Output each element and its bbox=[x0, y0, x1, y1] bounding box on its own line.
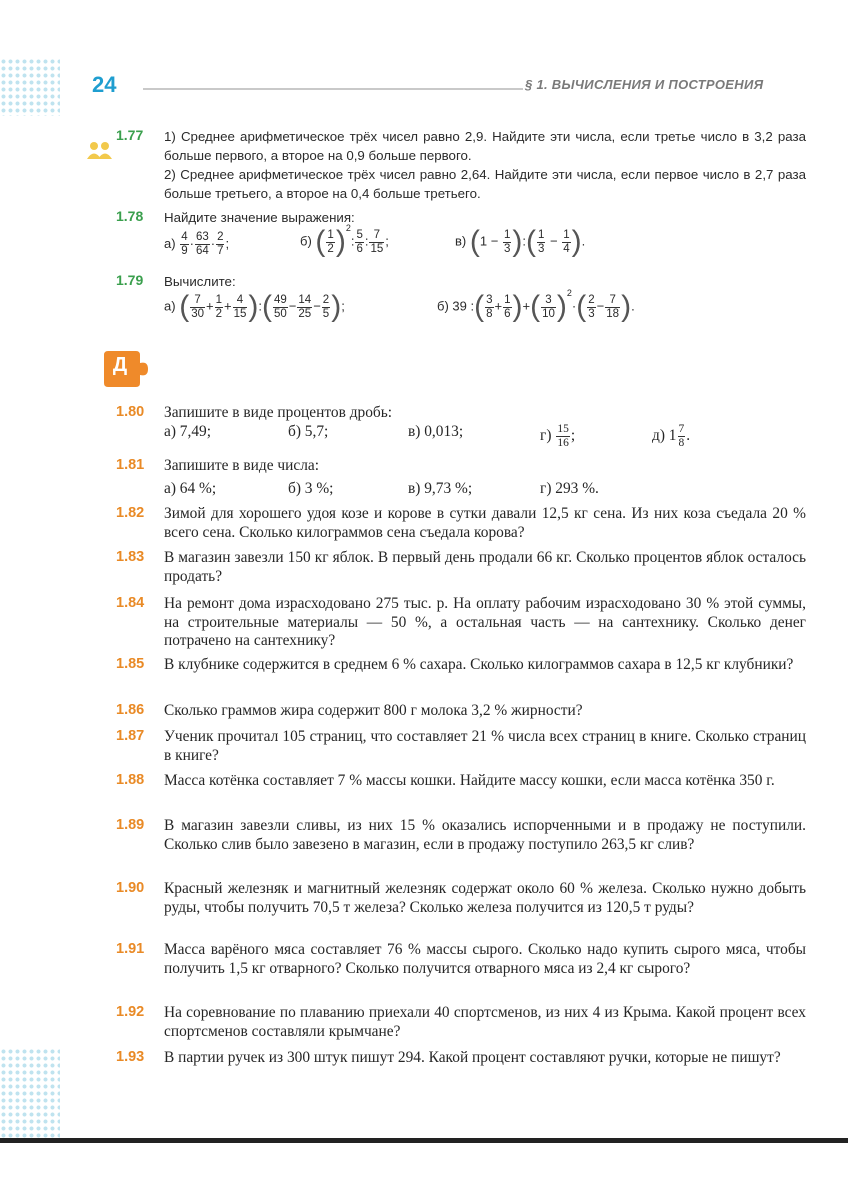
extra-tasks-badge-letter: Д bbox=[112, 354, 128, 376]
problem-text: Масса варёного мяса составляет 76 % массы сырого. Сколько надо купить сырого мяса, чтобы получить 1,5 кг отварного? Сколько получится отварного мяса из 2,4 кг сырого? bbox=[164, 941, 806, 977]
problem-1-92 bbox=[116, 1004, 806, 1041]
problem-1-83 bbox=[116, 549, 806, 586]
problem-number: 1.81 bbox=[116, 457, 145, 473]
expression-1-78-c: в) (1 − $\frac{1}{3}$ ):( $\frac{1}{3}$ − $\frac{1}{4}$ ). bbox=[455, 225, 586, 258]
option-c: в) 0,013; bbox=[408, 422, 464, 440]
option-c: в) 9,73 %; bbox=[408, 479, 473, 497]
problem-number: 1.89 bbox=[116, 817, 145, 833]
problem-number: 1.84 bbox=[116, 595, 145, 611]
problem-number: 1.80 bbox=[116, 404, 145, 420]
problem-1-87 bbox=[116, 728, 806, 765]
option-b: б) 5,7; bbox=[288, 422, 329, 440]
option-d: г) $\frac{15}{16}$ ; bbox=[540, 422, 576, 449]
problem-1-79 bbox=[116, 272, 806, 291]
problem-text: Зимой для хорошего удоя козе и корове в сутки давали 12,5 кг сена. Из них коза съедала 20 % всего сена. Сколько килограммов сена съедала корова? bbox=[164, 505, 806, 541]
problem-text: В магазин завезли сливы, из них 15 % оказались испорченными и в продажу не поступили. Сколько слив было завезено в магазин, если в продажу поступило 263,5 кг слив? bbox=[164, 817, 806, 853]
section-title: § 1. ВЫЧИСЛЕНИЯ И ПОСТРОЕНИЯ bbox=[525, 77, 764, 92]
problem-number: 1.85 bbox=[116, 656, 145, 672]
bottom-edge-bar bbox=[0, 1138, 848, 1143]
problem-text: В клубнике содержится в среднем 6 % сахара. Сколько килограммов сахара в 12,5 кг клубники? bbox=[164, 656, 794, 673]
problem-1-86 bbox=[116, 702, 806, 721]
page-number: 24 bbox=[92, 72, 117, 97]
problem-1-90 bbox=[116, 880, 806, 917]
problem-1-89 bbox=[116, 817, 806, 854]
problem-text: На ремонт дома израсходовано 275 тыс. р. На оплату рабочим израсходовано 30 % этой суммы, на строительные материалы — 50 %, а остальная часть — на сантехнику. Сколько денег потрачено на сантехнику? bbox=[164, 595, 806, 649]
decor-dots-top bbox=[0, 58, 60, 116]
problem-text: Сколько граммов жира содержит 800 г молока 3,2 % жирности? bbox=[164, 702, 583, 719]
problem-1-82 bbox=[116, 505, 806, 542]
problem-number: 1.78 bbox=[116, 208, 144, 224]
problem-number: 1.88 bbox=[116, 772, 145, 788]
problem-number: 1.79 bbox=[116, 272, 144, 288]
problem-1-85 bbox=[116, 656, 806, 675]
problem-1-88 bbox=[116, 772, 806, 791]
option-a: а) 64 %; bbox=[164, 479, 217, 497]
decor-dots-bottom bbox=[0, 1048, 60, 1143]
problem-text-1: 1) Среднее арифметическое трёх чисел равно 2,9. Найдите эти числа, если третье число в 3,2 раза больше первого, а второе на 0,9 больше первого. bbox=[164, 129, 806, 163]
expression-1-79-a: а) ( $\frac{7}{30}$ + $\frac{1}{2}$ + $\frac{4}{15}$ ):( $\frac{49}{50}$ − $\frac{14}{25}$ − $\frac{2}{5}$ ); bbox=[164, 290, 345, 323]
option-d: г) 293 %. bbox=[540, 479, 599, 497]
option-e: д) 1 $\frac{7}{8}$ . bbox=[652, 422, 691, 449]
problem-number: 1.93 bbox=[116, 1049, 145, 1065]
problem-text-2: 2) Среднее арифметическое трёх чисел равно 2,64. Найдите эти числа, если первое число в 2,7 раза больше третьего, а второе на 0,4 больше третьего. bbox=[164, 167, 806, 201]
option-a: а) 7,49; bbox=[164, 422, 212, 440]
problem-1-91 bbox=[116, 941, 806, 978]
problem-1-93 bbox=[116, 1049, 806, 1068]
problem-text: В магазин завезли 150 кг яблок. В первый день продали 66 кг. Сколько процентов яблок осталось продать? bbox=[164, 549, 806, 585]
problem-number: 1.91 bbox=[116, 941, 145, 957]
problem-1-77 bbox=[116, 127, 806, 203]
group-work-icon bbox=[86, 140, 120, 160]
problem-1-84 bbox=[116, 595, 806, 651]
problem-text: Ученик прочитал 105 страниц, что составляет 21 % числа всех страниц в книге. Сколько страниц в книге? bbox=[164, 728, 806, 764]
problem-text: В партии ручек из 300 штук пишут 294. Какой процент составляют ручки, которые не пишут? bbox=[164, 1049, 781, 1066]
problem-number: 1.90 bbox=[116, 880, 145, 896]
problem-text: Найдите значение выражения: bbox=[164, 210, 355, 225]
option-b: б) 3 %; bbox=[288, 479, 334, 497]
problem-number: 1.77 bbox=[116, 127, 144, 143]
problem-text: Масса котёнка составляет 7 % массы кошки. Найдите массу кошки, если масса котёнка 350 г. bbox=[164, 772, 775, 789]
expression-1-78-a: а) $\frac{4}{9}$ · $\frac{63}{64}$ · $\frac{2}{7}$ ; bbox=[164, 231, 230, 257]
problem-text: Вычислите: bbox=[164, 274, 236, 289]
problem-text: Красный железняк и магнитный железняк содержат около 60 % железа. Сколько нужно добыть руды, чтобы получить 70,5 т железа? Сколько железа получится из 120,5 т руды? bbox=[164, 880, 806, 916]
problem-number: 1.86 bbox=[116, 702, 145, 718]
problem-text: На соревнование по плаванию приехали 40 спортсменов, из них 4 из Крыма. Какой процент всех спортсменов составляли крымчане? bbox=[164, 1004, 806, 1040]
problem-1-80 bbox=[116, 404, 806, 449]
problem-1-81 bbox=[116, 457, 806, 502]
problem-1-78 bbox=[116, 208, 806, 227]
problem-number: 1.83 bbox=[116, 549, 145, 565]
expression-1-78-b: б) ( $\frac{1}{2}$ )$^2$: $\frac{5}{6}$ : $\frac{7}{15}$ ; bbox=[300, 223, 389, 258]
problem-text: Запишите в виде числа: bbox=[164, 457, 320, 474]
expression-1-79-b: б) 39 :( $\frac{3}{8}$ + $\frac{1}{6}$ )+( $\frac{3}{10}$ )$^2$·( $\frac{2}{3}$ − $\frac{7}{18}$ ). bbox=[437, 288, 635, 323]
top-blank-band bbox=[0, 0, 848, 56]
problem-text: Запишите в виде процентов дробь: bbox=[164, 404, 393, 421]
problem-number: 1.92 bbox=[116, 1004, 145, 1020]
header-rule bbox=[143, 88, 523, 90]
problem-number: 1.87 bbox=[116, 728, 145, 744]
problem-number: 1.82 bbox=[116, 505, 145, 521]
